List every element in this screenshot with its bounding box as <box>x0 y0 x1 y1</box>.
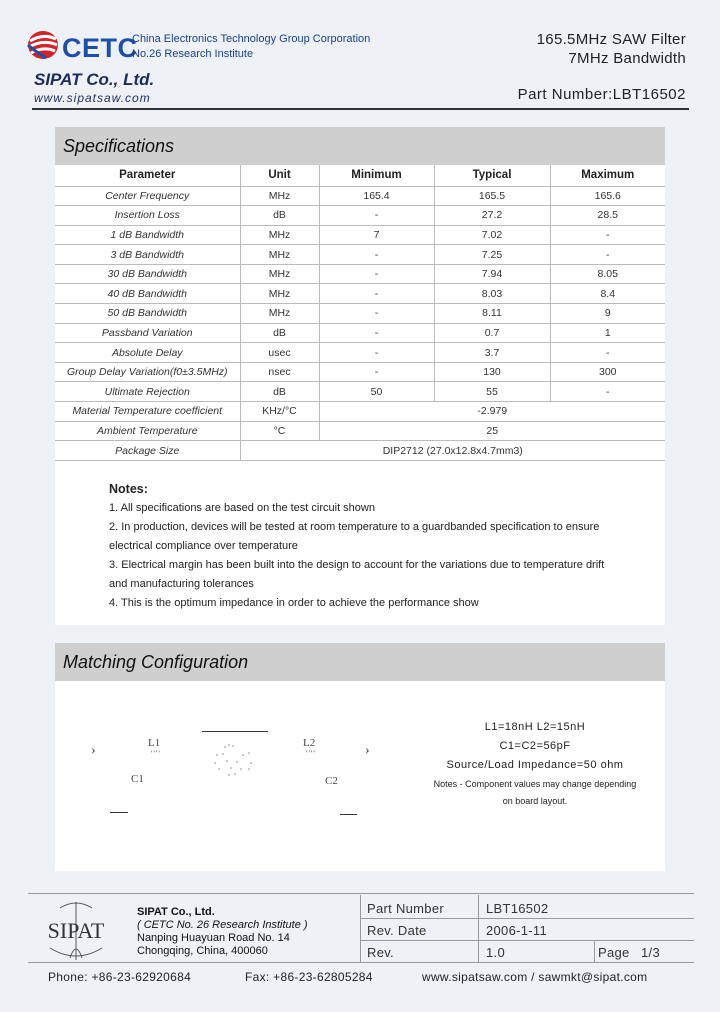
value-cell: MHz <box>240 225 319 245</box>
notes-block <box>55 480 615 613</box>
web-email-link[interactable]: www.sipatsaw.com / sawmkt@sipat.com <box>422 970 648 984</box>
value-cell: - <box>319 264 434 284</box>
value-cell: - <box>550 245 665 265</box>
product-bandwidth: 7MHz Bandwidth <box>568 50 686 67</box>
rev-label: Rev. <box>367 945 394 960</box>
table-row <box>55 402 665 422</box>
table-row <box>55 225 665 245</box>
section-title: Specifications <box>55 127 665 165</box>
website-link[interactable]: www.sipatsaw.com <box>34 91 151 105</box>
company-name: SIPAT Co., Ltd. <box>34 70 155 89</box>
parameter-cell: Passband Variation <box>55 323 240 343</box>
table-row <box>55 382 665 402</box>
value-cell: 25 <box>319 421 665 441</box>
input-arrow-icon: › <box>91 743 96 758</box>
value-cell: 7.94 <box>434 264 550 284</box>
column-header: Unit <box>240 165 319 186</box>
component-note-2: on board layout. <box>502 796 568 806</box>
value-cell: dB <box>240 206 319 226</box>
value-cell: dB <box>240 323 319 343</box>
table-row <box>55 421 665 441</box>
notes-heading: Notes: <box>109 482 148 496</box>
table-row <box>55 304 665 324</box>
table-row <box>55 323 665 343</box>
footer-divider <box>478 895 479 962</box>
unit-cell: KHz/°C <box>240 402 319 422</box>
value-cell: 130 <box>434 362 550 382</box>
l2-label: L2 <box>303 737 316 749</box>
part-number-value: LBT16502 <box>486 901 549 916</box>
column-header: Maximum <box>550 165 665 186</box>
parameter-cell: 40 dB Bandwidth <box>55 284 240 304</box>
sipat-seal-logo-icon <box>30 900 122 968</box>
footer-institute: ( CETC No. 26 Research Institute ) <box>137 919 308 931</box>
l1-coil-icon: '''' <box>151 749 161 758</box>
value-cell: 28.5 <box>550 206 665 226</box>
parameter-cell: Center Frequency <box>55 186 240 206</box>
spec-table <box>55 165 665 461</box>
value-cell: 7.02 <box>434 225 550 245</box>
value-cell: - <box>550 382 665 402</box>
brand-name: CETC <box>62 33 138 63</box>
value-cell: 300 <box>550 362 665 382</box>
value-cell: 9 <box>550 304 665 324</box>
value-cell: - <box>319 304 434 324</box>
value-cell: 3.7 <box>434 343 550 363</box>
page-value: 1/3 <box>641 945 660 960</box>
parameter-cell: 50 dB Bandwidth <box>55 304 240 324</box>
value-cell: dB <box>240 382 319 402</box>
c1-label: C1 <box>131 773 144 785</box>
value-cell: 8.4 <box>550 284 665 304</box>
unit-cell: °C <box>240 421 319 441</box>
note-line: 1. All specifications are based on the test circuit shown <box>109 502 375 514</box>
table-row <box>55 362 665 382</box>
inductor-values: L1=18nH L2=15nH <box>484 721 586 733</box>
value-cell: 0.7 <box>434 323 550 343</box>
value-cell: 1 <box>550 323 665 343</box>
rev-date-value: 2006-1-11 <box>486 923 548 938</box>
page-label: Page <box>598 945 630 960</box>
product-title: 165.5MHz SAW Filter <box>536 31 686 48</box>
cetc-logo-icon <box>26 28 60 62</box>
value-cell: - <box>319 206 434 226</box>
value-cell: 7 <box>319 225 434 245</box>
seal-text: SIPAT <box>47 918 105 943</box>
value-cell: 50 <box>319 382 434 402</box>
part-number-label: Part Number <box>367 901 444 916</box>
parameter-cell: 30 dB Bandwidth <box>55 264 240 284</box>
footer-row-rule <box>28 962 694 963</box>
value-cell: - <box>319 323 434 343</box>
table-row <box>55 343 665 363</box>
parameter-cell: Group Delay Variation(f0±3.5MHz) <box>55 362 240 382</box>
footer-divider <box>360 895 361 962</box>
org-line-1: China Electronics Technology Group Corporation <box>132 33 371 45</box>
footer-row-rule <box>360 940 694 941</box>
parameter-cell: Absolute Delay <box>55 343 240 363</box>
rev-value: 1.0 <box>486 945 505 960</box>
parameter-cell: Material Temperature coefficient <box>55 402 240 422</box>
value-cell: - <box>550 225 665 245</box>
value-cell: MHz <box>240 284 319 304</box>
value-cell: - <box>319 245 434 265</box>
parameter-cell: Ambient Temperature <box>55 421 240 441</box>
value-cell: DIP2712 (27.0x12.8x4.7mm3) <box>240 441 665 461</box>
matching-body <box>55 681 665 871</box>
impedance-value: Source/Load Impedance=50 ohm <box>446 759 624 771</box>
table-row <box>55 206 665 226</box>
fax-number: Fax: +86-23-62805284 <box>245 970 373 984</box>
header-divider <box>32 108 689 110</box>
parameter-cell: Package Size <box>55 441 240 461</box>
value-cell: MHz <box>240 304 319 324</box>
value-cell: usec <box>240 343 319 363</box>
note-line: and manufacturing tolerances <box>109 578 254 590</box>
note-line: 4. This is the optimum impedance in order to achieve the performance show <box>109 597 479 609</box>
phone-number: Phone: +86-23-62920684 <box>48 970 192 984</box>
parameter-cell: 3 dB Bandwidth <box>55 245 240 265</box>
column-header: Parameter <box>55 165 240 186</box>
value-cell: 8.05 <box>550 264 665 284</box>
value-cell: 165.5 <box>434 186 550 206</box>
table-row <box>55 441 665 461</box>
footer-top-rule <box>28 893 694 894</box>
value-cell: 8.11 <box>434 304 550 324</box>
l1-label: L1 <box>148 737 161 749</box>
l2-coil-icon: '''' <box>306 749 316 758</box>
value-cell: 55 <box>434 382 550 402</box>
c2-label: C2 <box>325 775 338 787</box>
column-header: Minimum <box>319 165 434 186</box>
value-cell: 165.6 <box>550 186 665 206</box>
footer-row-rule <box>360 918 694 919</box>
footer-address-2: Chongqing, China, 400060 <box>137 945 268 957</box>
table-row <box>55 264 665 284</box>
value-cell: nsec <box>240 362 319 382</box>
value-cell: 27.2 <box>434 206 550 226</box>
footer-company: SIPAT Co., Ltd. <box>137 906 215 918</box>
org-line-2: No.26 Research Institute <box>132 48 254 60</box>
rev-date-label: Rev. Date <box>367 923 427 938</box>
value-cell: MHz <box>240 245 319 265</box>
matching-section <box>55 643 665 871</box>
value-cell: 165.4 <box>319 186 434 206</box>
value-cell: - <box>319 343 434 363</box>
parameter-cell: Ultimate Rejection <box>55 382 240 402</box>
component-note-1: Notes - Component values may change depending <box>433 779 637 789</box>
value-cell: 8.03 <box>434 284 550 304</box>
value-cell: -2.979 <box>319 402 665 422</box>
value-cell: MHz <box>240 186 319 206</box>
output-arrow-icon: › <box>365 743 370 758</box>
value-cell: MHz <box>240 264 319 284</box>
column-header: Typical <box>434 165 550 186</box>
saw-filter-icon <box>205 741 265 781</box>
c2-ground-line <box>340 814 357 815</box>
value-cell: - <box>319 284 434 304</box>
table-row <box>55 284 665 304</box>
parameter-cell: Insertion Loss <box>55 206 240 226</box>
value-cell: 7.25 <box>434 245 550 265</box>
header-part-number: Part Number:LBT16502 <box>517 86 686 103</box>
section-title: Matching Configuration <box>55 643 665 681</box>
table-row <box>55 186 665 206</box>
note-line: electrical compliance over temperature <box>109 540 298 552</box>
spec-header-row <box>55 165 665 186</box>
saw-filter-line <box>202 731 268 732</box>
parameter-cell: 1 dB Bandwidth <box>55 225 240 245</box>
footer-address-1: Nanping Huayuan Road No. 14 <box>137 932 290 944</box>
note-line: 2. In production, devices will be tested at room temperature to a guardbanded specification to ensure <box>109 521 600 533</box>
footer-divider <box>594 941 595 962</box>
note-line: 3. Electrical margin has been built into the design to account for the variations due to temperature drift <box>109 559 605 571</box>
value-cell: - <box>319 362 434 382</box>
table-row <box>55 245 665 265</box>
value-cell: - <box>550 343 665 363</box>
capacitor-values: C1=C2=56pF <box>499 740 571 752</box>
c1-ground-line <box>110 812 128 813</box>
